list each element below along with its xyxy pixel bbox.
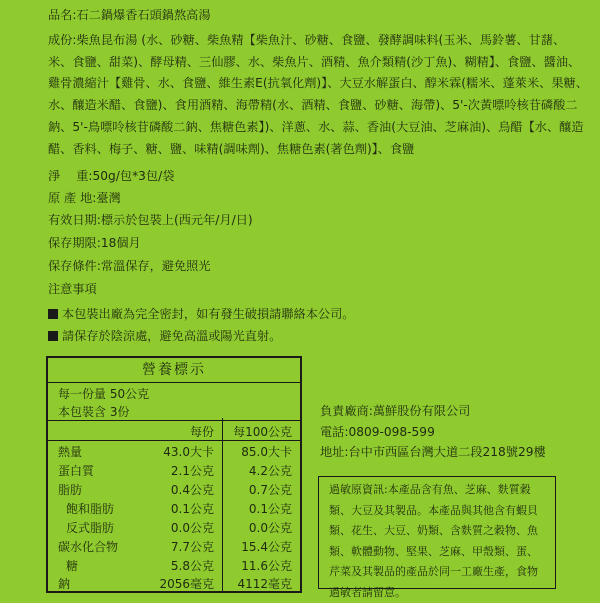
ingredients-label: 成份:: [48, 33, 77, 47]
responsible-company-line: [320, 405, 470, 417]
origin-label: 原 產 地:: [48, 191, 97, 205]
product-name: 石二鍋爆香石頭鍋熬高湯: [76, 8, 211, 22]
note-item: [48, 308, 355, 320]
nutrient-per-100g: 0.1公克: [248, 502, 292, 516]
net-weight-label: 淨 重:: [48, 169, 93, 183]
nutrient-per-serving: 0.4公克: [170, 483, 214, 497]
expiry-line: [48, 214, 253, 226]
column-per-100g: 每100公克: [233, 425, 292, 439]
notes-label: 注意事項: [48, 282, 97, 296]
responsible-company: 萬鮮股份有限公司: [372, 404, 471, 418]
product-name-label: 品名:: [48, 8, 77, 22]
allergen-info-box: [318, 476, 556, 599]
net-weight-line: [48, 170, 174, 182]
origin: 臺灣: [96, 191, 121, 205]
note-item: [48, 330, 281, 342]
shelf-life-line: [48, 237, 141, 249]
serving-size: 每一份量 50公克: [58, 387, 150, 401]
nutrient-name: 反式脂肪: [66, 521, 115, 535]
nutrient-per-100g: 15.4公克: [241, 540, 292, 554]
phone-line: [320, 426, 435, 438]
shelf-life: 18個月: [100, 236, 141, 250]
net-weight: 50g/包*3包/袋: [92, 169, 175, 183]
nutrient-per-100g: 4.2公克: [248, 464, 292, 478]
nutrient-per-100g: 4112毫克: [237, 577, 292, 591]
shelf-life-label: 保存期限:: [48, 236, 101, 250]
nutrient-per-serving: 5.8公克: [170, 559, 214, 573]
note-text: 本包裝出廠為完全密封，如有發生破損請聯絡本公司。: [62, 307, 355, 321]
nutrient-per-serving: 2.1公克: [170, 464, 214, 478]
storage-label: 保存條件:: [48, 259, 101, 273]
bullet-square-icon: [48, 309, 58, 319]
divider: [48, 420, 300, 421]
nutrient-name: 鈉: [58, 577, 71, 591]
divider: [48, 440, 300, 441]
nutrient-per-serving: 0.1公克: [170, 502, 214, 516]
nutrient-per-100g: 0.7公克: [248, 483, 292, 497]
divider: [48, 382, 300, 383]
servings-per-pack: 本包裝含 3份: [58, 405, 130, 419]
phone-number: 0809-098-599: [348, 425, 435, 439]
address-line: [320, 446, 546, 458]
address-label: 地址:: [320, 445, 349, 459]
allergen-text: 過敏原資訊:本產品含有魚、芝麻、麩質穀類、大豆及其製品。本產品與其他含有蝦貝類、花生、大豆、奶類、含麩質之穀物、魚類、軟體動物、堅果、芝麻、甲殼類、蛋、芹菜及其製品的產品於同一工廠生產，食物過敏者請留意。: [329, 483, 538, 599]
nutrient-per-100g: 0.0公克: [248, 521, 292, 535]
storage: 常溫保存，避免照光: [100, 259, 211, 273]
nutrient-per-serving: 0.0公克: [170, 521, 214, 535]
note-text: 請保存於陰涼處，避免高溫或陽光直射。: [62, 329, 282, 343]
ingredients-block: [48, 30, 588, 160]
nutrient-name: 糖: [66, 559, 79, 573]
nutrient-name: 脂肪: [58, 483, 83, 497]
nutrient-name: 飽和脂肪: [66, 502, 115, 516]
origin-line: [48, 192, 121, 204]
nutrition-table: [46, 356, 302, 593]
nutrient-per-serving: 7.7公克: [170, 540, 214, 554]
address: 台中市西區台灣大道二段218號29樓: [348, 445, 546, 459]
nutrient-per-100g: 11.6公克: [241, 559, 292, 573]
product-name-line: [48, 9, 211, 21]
nutrient-per-serving: 2056毫克: [159, 577, 214, 591]
responsible-label: 負責廠商:: [320, 404, 373, 418]
nutrient-name: 蛋白質: [58, 464, 95, 478]
phone-label: 電話:: [320, 425, 349, 439]
column-per-serving: 每份: [189, 425, 214, 439]
expiry: 標示於包裝上(西元年/月/日): [100, 213, 253, 227]
ingredients-text: 柴魚昆布湯 (水、砂糖、柴魚精【柴魚汁、砂糖、食鹽、發酵調味料(玉米、馬鈴薯、甘藷、米、食鹽、甜菜)、酵母精、三仙膠、水、柴魚片、酒精、魚介類精(沙丁魚)、糊精】、食鹽、醬油、雞骨濃縮汁【雞骨、水、食鹽、維生素E(抗氧化劑)】、大豆水解蛋白、醇米霖(糯米、蓬萊米、果糖、水、釀造米醋、食鹽)、食用酒精、海帶精(水、酒精、食鹽、砂糖、海帶)、5'-次黃嘌呤核苷磷酸二鈉、5'-鳥嘌呤核苷磷酸二鈉、焦糖色素】)、洋蔥、水、蒜、香油(大豆油、芝麻油)、烏醋【水、釀造醋、香料、梅子、糖、鹽、味精(調味劑)、焦糖色素(著色劑)】、食鹽: [48, 33, 588, 156]
storage-line: [48, 260, 211, 272]
nutrient-name: 熱量: [58, 445, 83, 459]
bullet-square-icon: [48, 331, 58, 341]
nutrient-per-serving: 43.0大卡: [163, 445, 214, 459]
nutrient-per-100g: 85.0大卡: [241, 445, 292, 459]
column-divider: [222, 418, 223, 593]
expiry-label: 有效日期:: [48, 213, 101, 227]
nutrition-title: 營養標示: [142, 362, 206, 378]
nutrient-name: 碳水化合物: [58, 540, 119, 554]
